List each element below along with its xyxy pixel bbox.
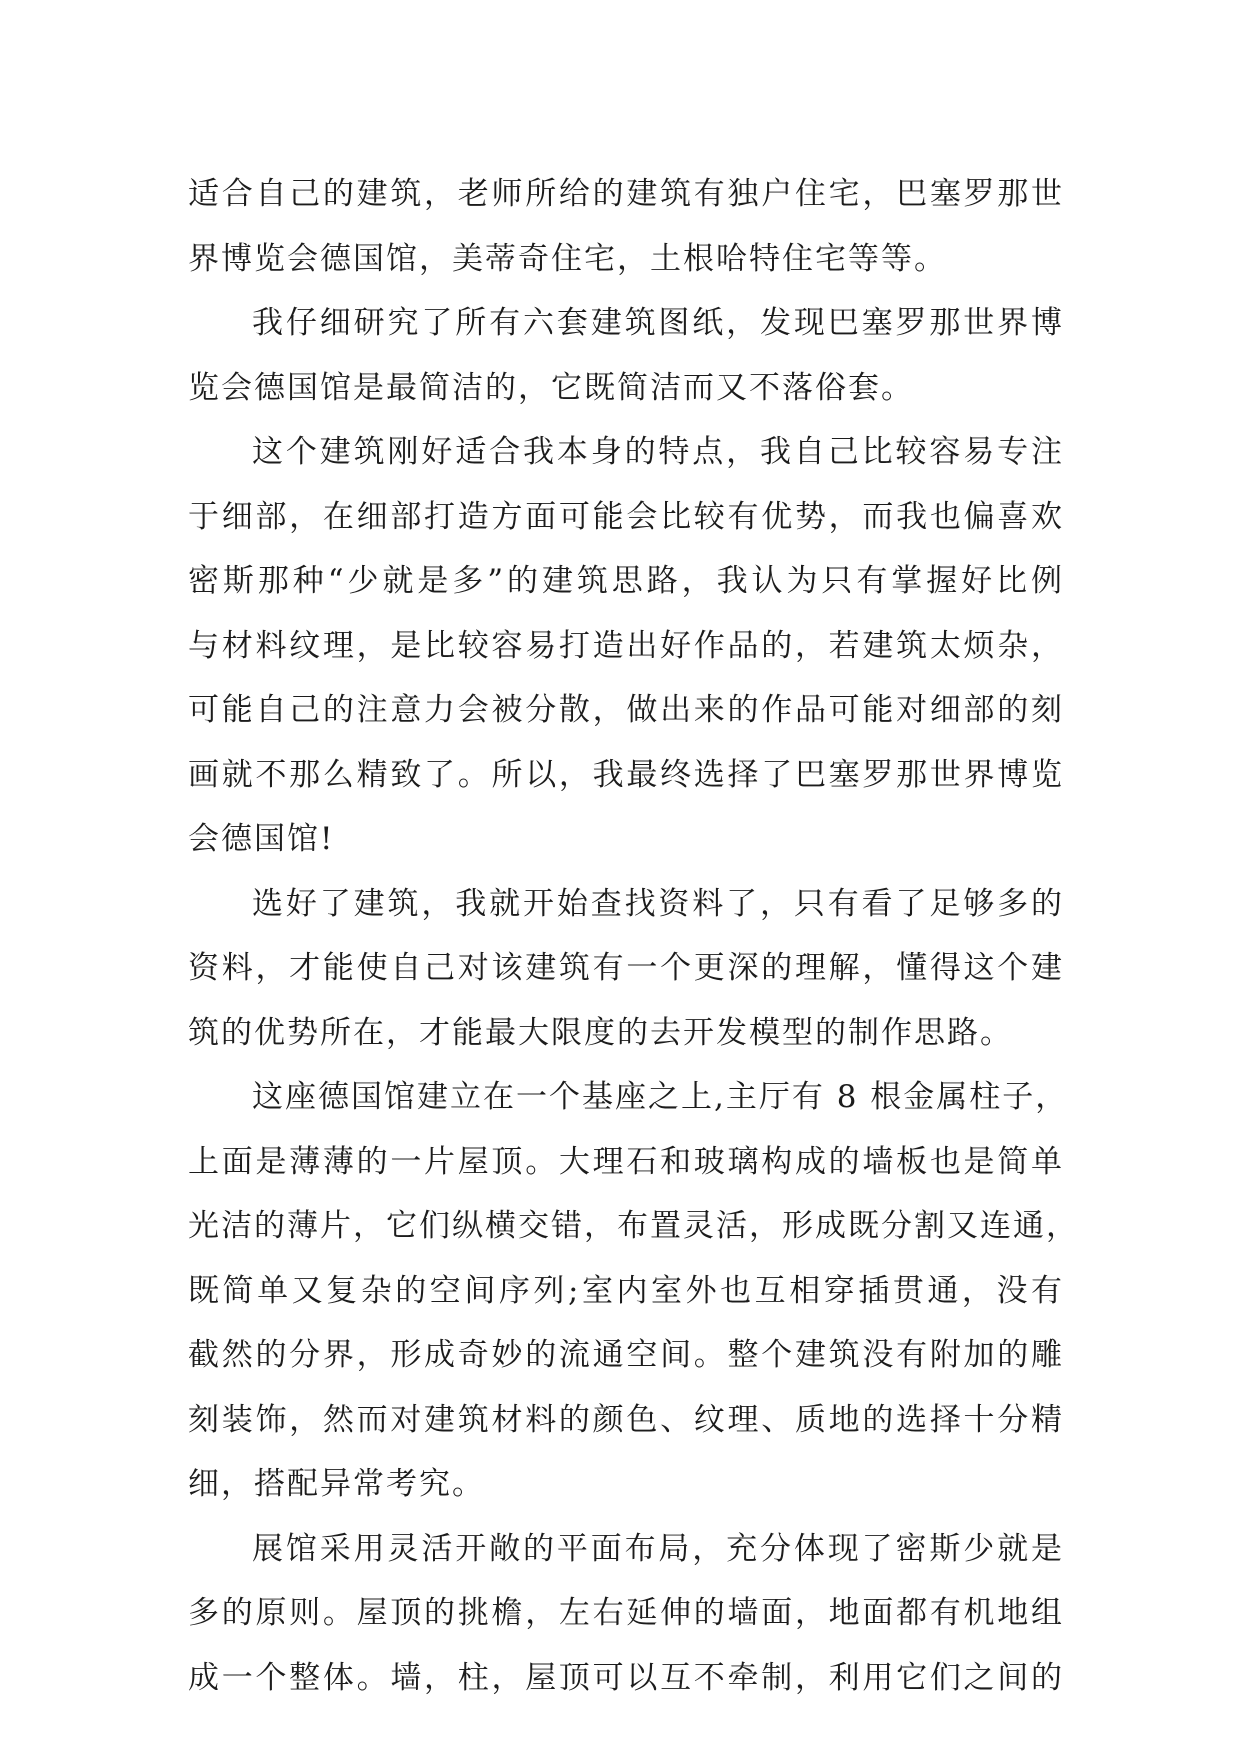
paragraph-5-line-2: 上面是薄薄的一片屋顶。大理石和玻璃构成的墙板也是简单 xyxy=(188,1143,1064,1180)
paragraph-3-line-3: 密斯那种“少就是多”的建筑思路，我认为只有掌握好比例 xyxy=(188,563,1064,599)
paragraph-1-line-2: 界博览会德国馆，美蒂奇住宅，土根哈特住宅等等。 xyxy=(188,240,947,277)
paragraph-5-line-5: 截然的分界，形成奇妙的流通空间。整个建筑没有附加的雕 xyxy=(188,1337,1064,1373)
paragraph-6-line-1: 展馆采用灵活开敞的平面布局，充分体现了密斯少就是 xyxy=(252,1530,1064,1567)
paragraph-3-line-2: 于细部，在细部打造方面可能会比较有优势，而我也偏喜欢 xyxy=(188,498,1064,535)
paragraph-4-line-3: 筑的优势所在，才能最大限度的去开发模型的制作思路。 xyxy=(188,1014,1013,1051)
paragraph-3-line-6: 画就不那么精致了。所以，我最终选择了巴塞罗那世界博览 xyxy=(188,756,1064,793)
paragraph-1-line-1: 适合自己的建筑，老师所给的建筑有独户住宅，巴塞罗那世 xyxy=(188,176,1064,212)
paragraph-5-line-3: 光洁的薄片，它们纵横交错，布置灵活，形成既分割又连通， xyxy=(188,1208,1079,1244)
paragraph-4-line-2: 资料，才能使自己对该建筑有一个更深的理解，懂得这个建 xyxy=(188,950,1064,986)
paragraph-5-line-4: 既简单又复杂的空间序列;室内室外也互相穿插贯通，没有 xyxy=(188,1272,1064,1309)
paragraph-2-line-2: 览会德国馆是最简洁的，它既简洁而又不落俗套。 xyxy=(188,369,914,406)
body-text xyxy=(188,162,1079,1710)
paragraph-2-line-1: 我仔细研究了所有六套建筑图纸，发现巴塞罗那世界博 xyxy=(252,305,1064,341)
paragraph-6-line-2: 多的原则。屋顶的挑檐，左右延伸的墙面，地面都有机地组 xyxy=(188,1595,1064,1631)
paragraph-3-line-4: 与材料纹理，是比较容易打造出好作品的，若建筑太烦杂， xyxy=(188,627,1064,664)
paragraph-5-line-1: 这座德国馆建立在一个基座之上,主厅有 8 根金属柱子， xyxy=(252,1079,1069,1115)
paragraph-3-line-5: 可能自己的注意力会被分散，做出来的作品可能对细部的刻 xyxy=(188,692,1064,728)
paragraph-3-line-1: 这个建筑刚好适合我本身的特点，我自己比较容易专注 xyxy=(252,434,1064,470)
paragraph-4-line-1: 选好了建筑，我就开始查找资料了，只有看了足够多的 xyxy=(252,885,1064,922)
paragraph-5-line-6: 刻装饰，然而对建筑材料的颜色、纹理、质地的选择十分精 xyxy=(188,1401,1064,1438)
paragraph-5-line-7: 细，搭配异常考究。 xyxy=(188,1466,485,1502)
paragraph-3-line-7: 会德国馆! xyxy=(188,821,335,857)
paragraph-6-line-3: 成一个整体。墙，柱，屋顶可以互不牵制，利用它们之间的 xyxy=(188,1659,1064,1696)
